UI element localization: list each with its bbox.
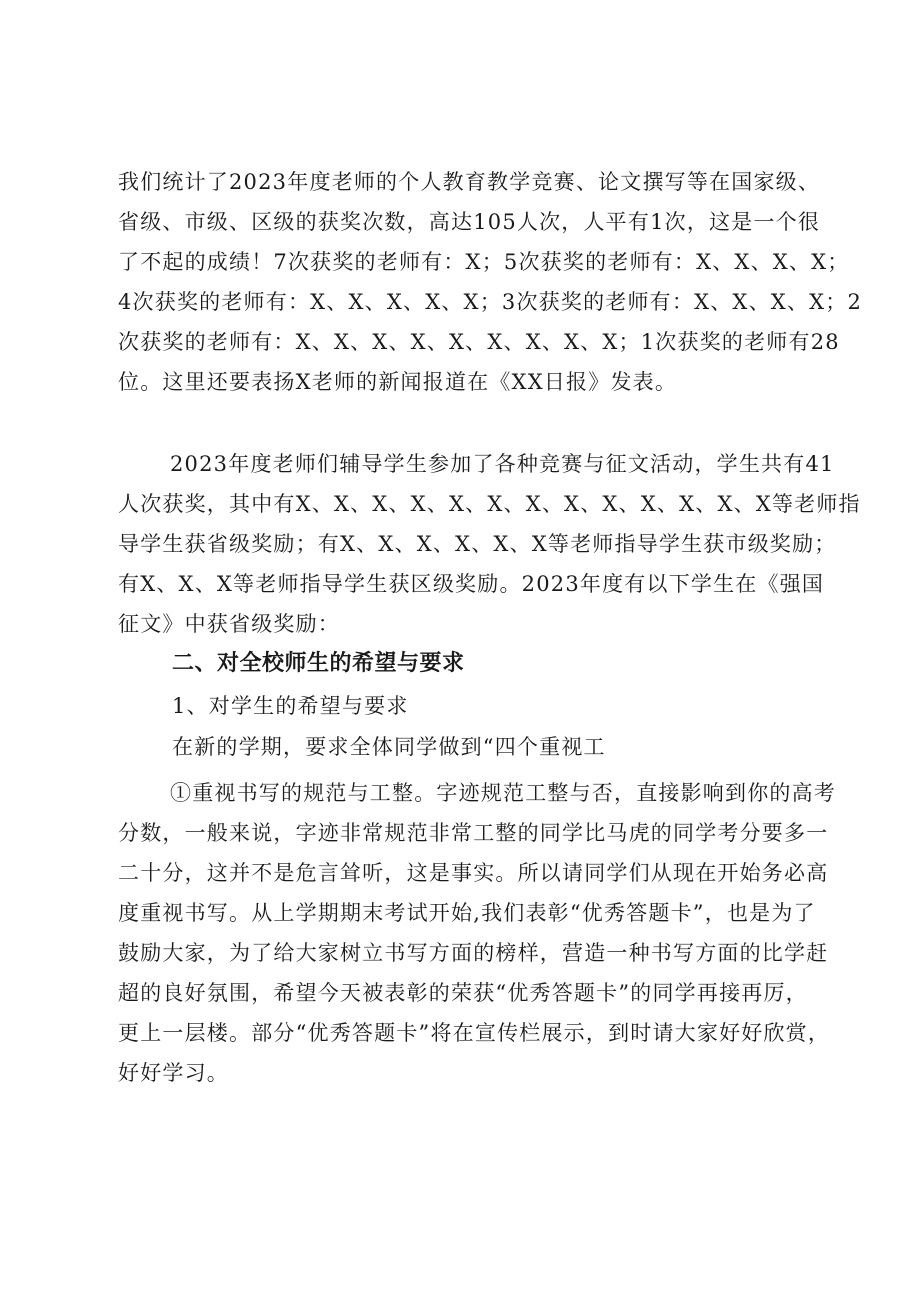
text-line: 更上一层楼。部分“优秀答题卡”将在宣传栏展示，到时请大家好好欣赏， bbox=[118, 1021, 831, 1045]
paragraph-handwriting bbox=[118, 773, 836, 1093]
text-line: 征文》中获省级奖励： bbox=[118, 612, 340, 636]
text-line: 2023年度老师们辅导学生参加了各种竞赛与征文活动，学生共有41 bbox=[170, 452, 835, 476]
text-line: 有X、X、X等老师指导学生获区级奖励。2023年度有以下学生在《强国 bbox=[118, 572, 825, 596]
text-line: 度重视书写。从上学期期末考试开始,我们表彰“优秀答题卡”，也是为了 bbox=[118, 901, 816, 925]
text-line: 超的良好氛围，希望今天被表彰的荣获“优秀答题卡”的同学再接再厉， bbox=[118, 981, 808, 1005]
text-line: 我们统计了2023年度老师的个人教育教学竞赛、论文撰写等在国家级、 bbox=[118, 170, 821, 194]
text-line: 次获奖的老师有：X、X、X、X、X、X、X、X、X；1次获奖的老师有28 bbox=[118, 330, 840, 354]
subsection-heading: 1、对学生的希望与要求 bbox=[172, 694, 409, 718]
intro-line: 在新的学期，要求全体同学做到“四个重视工 bbox=[172, 735, 606, 759]
text-line: 人次获奖，其中有X、X、X、X、X、X、X、X、X、X、X、X、X等老师指 bbox=[118, 492, 861, 516]
text-line: 导学生获省级奖励；有X、X、X、X、X、X等老师指导学生获市级奖励； bbox=[118, 532, 837, 556]
section-heading: 二、对全校师生的希望与要求 bbox=[172, 651, 465, 676]
text-line: 鼓励大家，为了给大家树立书写方面的榜样，营造一种书写方面的比学赶 bbox=[118, 941, 829, 965]
text-line: 好好学习。 bbox=[118, 1061, 229, 1085]
text-line: 4次获奖的老师有：X、X、X、X、X；3次获奖的老师有：X、X、X、X；2 bbox=[118, 290, 863, 314]
text-line: 二十分，这并不是危言耸听，这是事实。所以请同学们从现在开始务必高 bbox=[118, 861, 829, 885]
text-line: 省级、市级、区级的获奖次数，高达105人次，人平有1次，这是一个很 bbox=[118, 210, 821, 234]
paragraph-teacher-awards bbox=[118, 162, 863, 402]
text-line: ①重视书写的规范与工整。字迹规范工整与否，直接影响到你的高考 bbox=[170, 781, 836, 805]
text-line: 了不起的成绩！7次获奖的老师有：X；5次获奖的老师有：X、X、X、X； bbox=[118, 250, 850, 274]
text-line: 分数，一般来说，字迹非常规范非常工整的同学比马虎的同学考分要多一 bbox=[118, 821, 829, 845]
paragraph-student-awards bbox=[118, 444, 861, 644]
text-line: 位。这里还要表扬X老师的新闻报道在《XX日报》发表。 bbox=[118, 370, 678, 394]
